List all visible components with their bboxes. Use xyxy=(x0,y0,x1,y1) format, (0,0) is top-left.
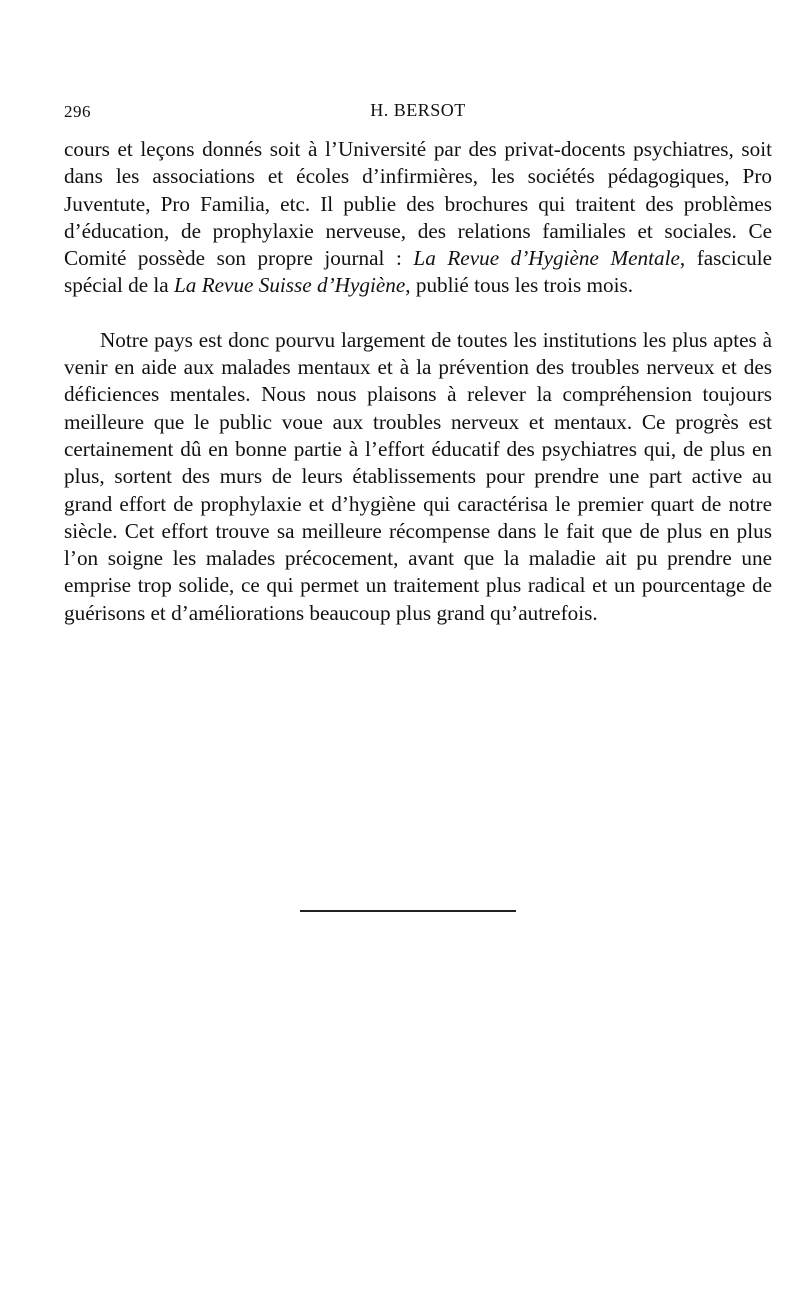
page-header xyxy=(64,96,772,130)
document-page xyxy=(64,96,772,627)
paragraph-conclusion: Notre pays est donc pourvu largement de toutes les institutions les plus aptes à venir en aide aux malades mentaux et à la prévention des troubles nerveux et des déficiences mentales. Nous nous plaisons à relever la compréhension toujours meilleure que le public voue aux troubles nerveux et mentaux. Ce progrès est certainement dû en bonne partie à l’effort éducatif des psychiatres qui, de plus en plus, sortent des murs de leurs établissements pour prendre une part active au grand effort de prophylaxie et d’hygiène qui caractérisa le premier quart de notre siècle. Cet effort trouve sa meilleure récompense dans le fait que de plus en plus l’on soigne les malades précocement, avant que la maladie ait pu prendre une emprise trop solide, ce qui permet un traitement plus radical et un pourcentage de guérisons et d’améliorations beaucoup plus grand qu’autrefois. xyxy=(64,327,772,625)
paragraph-text: cours et leçons donnés soit à l’Université par des privat-docents psychiatres, soit dans les associations et écoles d’infirmières, les sociétés pédagogiques, Pro Juventute, Pro Familia, etc. Il publie des brochures qui traitent des problèmes d’éducation, de prophylaxie nerveuse, des relations familiales et sociales. Ce Comité possède son propre journal : xyxy=(64,137,772,271)
paragraph-text: , publié tous les trois mois. xyxy=(405,273,634,298)
page-number: 296 xyxy=(64,102,91,121)
paragraph-text: , fascicule spécial de la xyxy=(64,246,773,298)
journal-title-italic: La Revue Suisse d’Hygiène xyxy=(174,273,406,298)
section-end-rule xyxy=(300,910,516,912)
running-head: H. BERSOT xyxy=(370,100,466,120)
paragraph-continuation xyxy=(64,136,772,300)
journal-title-italic: La Revue d’Hygiène Mentale xyxy=(413,246,680,271)
